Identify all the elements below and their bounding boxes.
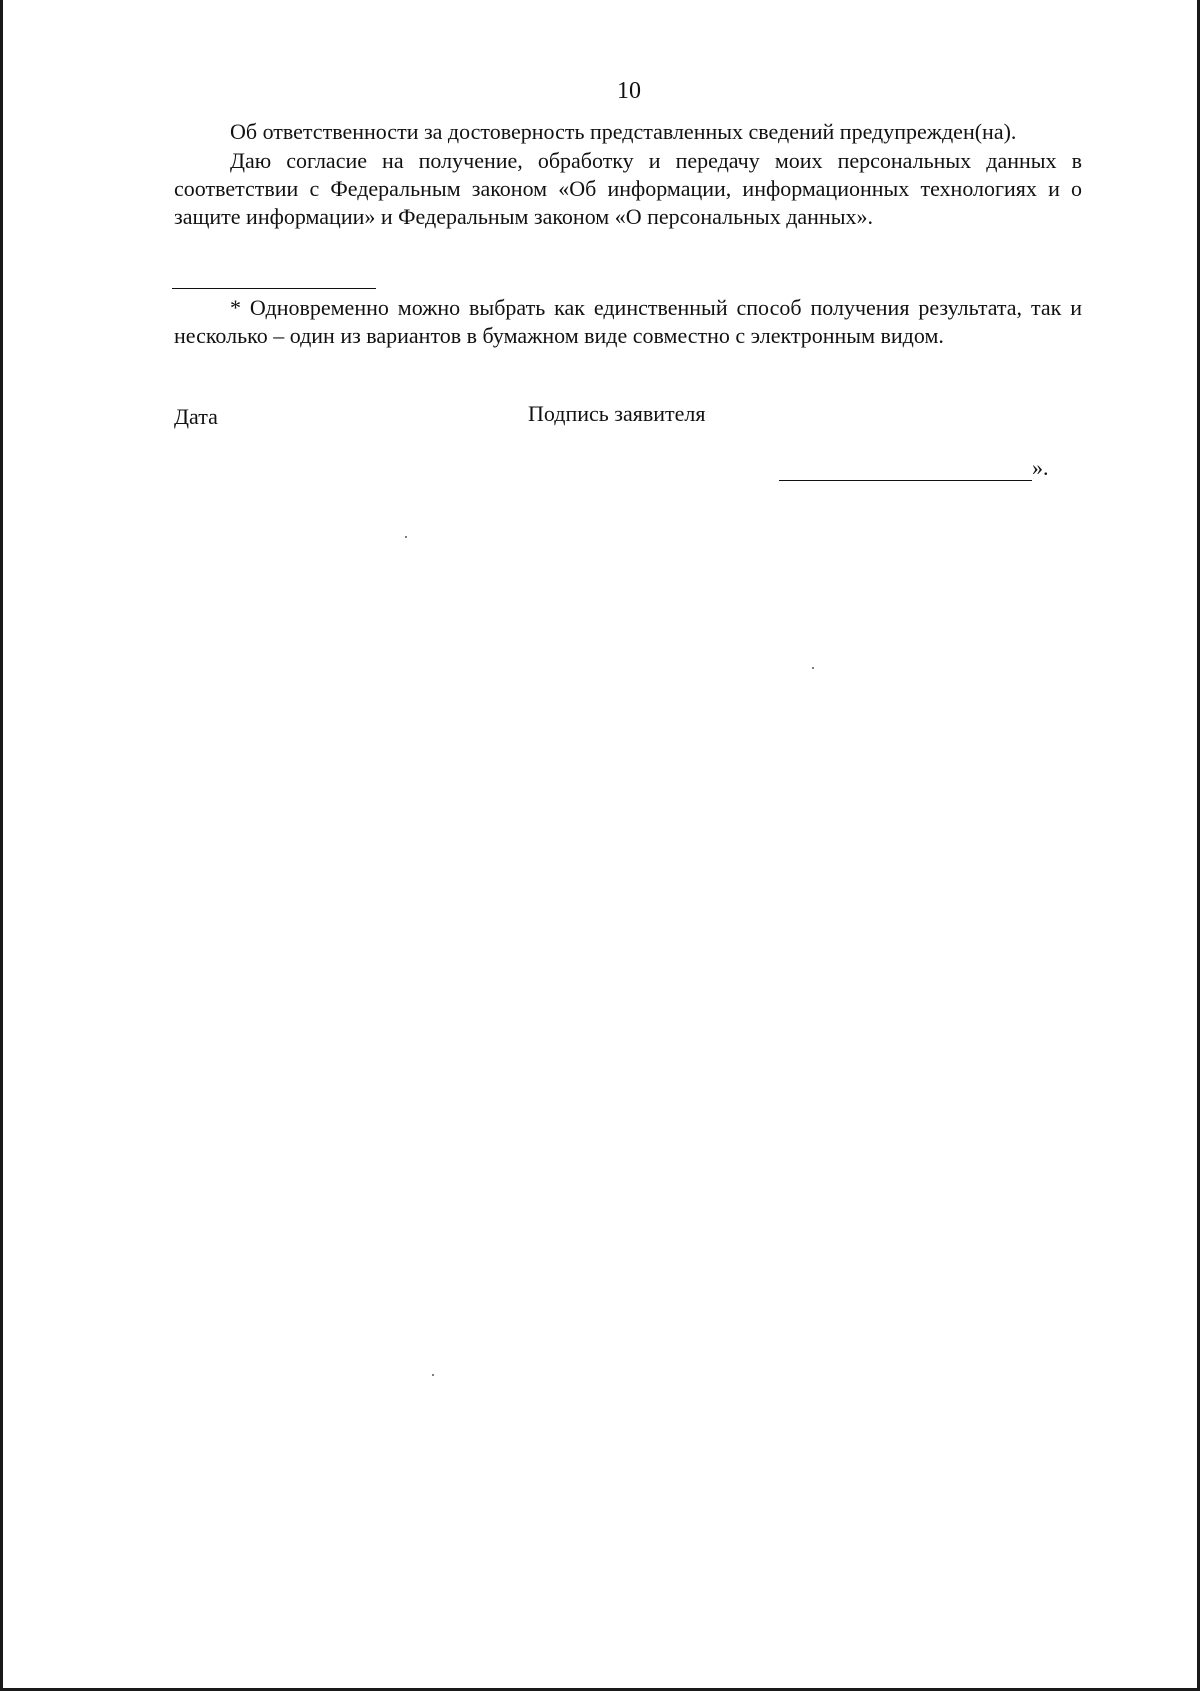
scan-speck bbox=[405, 536, 407, 538]
footnote-separator bbox=[172, 288, 376, 289]
date-label: Дата bbox=[174, 404, 218, 429]
closing-quote-mark: ». bbox=[1032, 455, 1049, 480]
body-text bbox=[174, 118, 1082, 231]
liability-paragraph: Об ответственности за достоверность представленных сведений предупрежден(на). bbox=[230, 119, 1017, 144]
scan-speck bbox=[812, 667, 814, 669]
scan-speck bbox=[432, 1374, 434, 1376]
signature-line bbox=[779, 480, 1032, 481]
scan-edge-left bbox=[0, 0, 3, 1691]
consent-paragraph: Даю согласие на получение, обработку и передачу моих персональных данных в соответствии с Федеральным законом «Об информации, информационных технологиях и о защите информации» и Федеральным законом «О персональных данных». bbox=[174, 148, 1082, 229]
page-number: 10 bbox=[617, 78, 641, 104]
footnote: * Одновременно можно выбрать как единственный способ получения результата, так и несколько – один из вариантов в бумажном виде совместно с электронным видом. bbox=[174, 295, 1082, 348]
signature-label: Подпись заявителя bbox=[528, 401, 706, 426]
